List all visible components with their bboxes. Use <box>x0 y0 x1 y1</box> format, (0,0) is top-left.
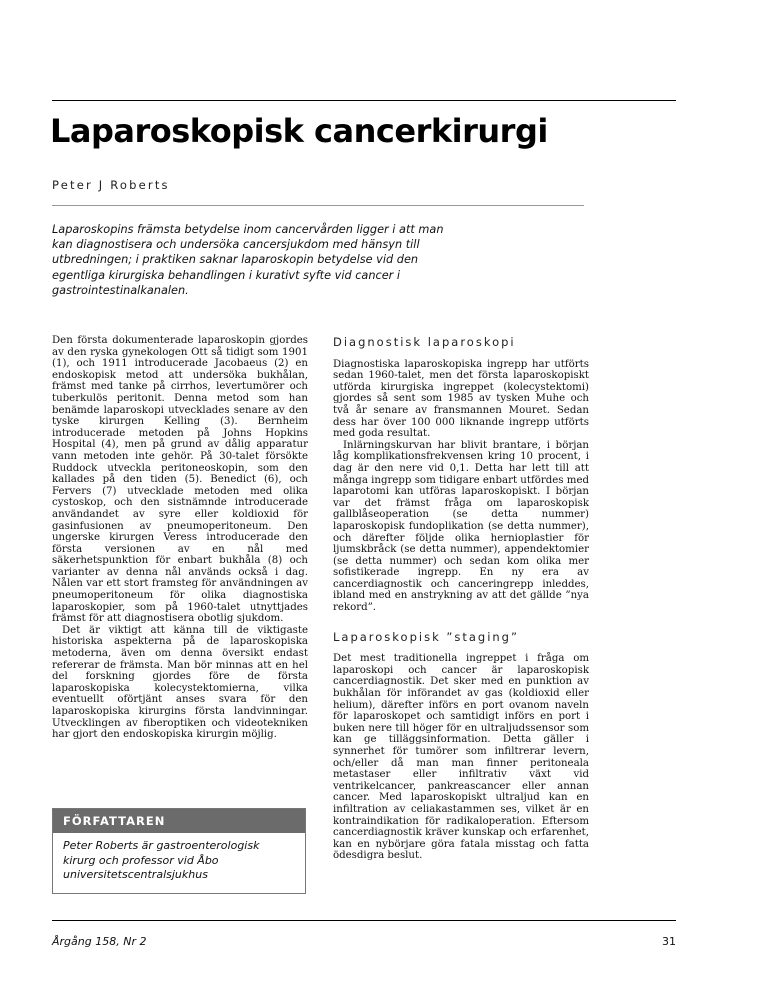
top-rule <box>52 100 676 101</box>
right-s1-paragraph-1: Diagnostiska laparoskopiska ingrepp har utförts sedan 1960-talet, men det första laparoskopiskt utförda kirurgiska ingreppet (kolecystektomi) gjordes så sent som 1985 av tysken Muhe och två år senare av fransmannen Mouret. Sedan dess har över 100 000 liknande ingrepp utförts med goda resultat. <box>333 358 589 440</box>
article-author: Peter J Roberts <box>52 178 170 192</box>
article-lead: Laparoskopins främsta betydelse inom cancervården ligger i att man kan diagnostisera och undersöka cancersjukdom med hänsyn till utbredningen; i praktiken saknar laparoskopin betydelse vid den egentliga kirurgiska behandlingen i kurativt syfte vid cancer i gastrointestinalkanalen. <box>52 223 444 297</box>
section-heading-staging: Laparoskopisk ”staging” <box>333 629 519 644</box>
left-column <box>52 335 308 741</box>
section-spacer <box>333 614 589 632</box>
right-s2-paragraph-1: Det mest traditionella ingreppet i fråga om laparoskopi och cancer är laparoskopisk cancerdiagnostik. Det sker med en punktion av bukhålan för införandet av gas (koldioxid eller helium), därefter införs en port ovanom naveln för laparoskopet och samtidigt införs en port i buken nere till höger för en ultraljudssensor som kan ge tilläggsinformation. Detta gäller i synnerhet för tumörer som infiltrerar levern, och/eller då man man finner peritoneala metastaser eller infiltrativ växt vid ventrikelcancer, pankreascancer eller annan cancer. Med laparoskopiskt ultraljud kan en infiltration av celiakastammen ses, vilket är en kontraindikation för radikaloperation. Eftersom cancerdiagnostik kräver kunskap och erfarenhet, kan en nybörjare göra fatala misstag och fatta ödesdigra beslut. <box>333 653 589 862</box>
left-paragraph-1: Den första dokumenterade laparoskopin gjordes av den ryska gynekologen Ott så tidigt som 1901 (1), och 1911 introducerade Jacobaeus (2) en endoskopisk metod att undersöka bukhålan, främst med tanke på cirrhos, levertumörer och tuberkulös peritonit. Denna metod som han benämde laparoskopi utvecklades senare av den tyske kirurgen Kelling (3). Bernheim introducerade metoden på Johns Hopkins Hospital (4), men på grund av dålig apparatur vann metoden inte gehör. På 30-talet försökte Ruddock utveckla peritoneoskopin, som den kallades på den tiden (5). Benedict (6), och Fervers (7) utvecklade metoden med olika cystoskop, och den sistnämnde introducerade användandet av syre eller koldioxid för gasinfusionen av pneumoperitoneum. Den ungerske kirurgen Veress introducerade den första versionen av en nål med säkerhetspunktion för enbart bukhåla (8) och varianter av denna nål används också i dag. Nålen var ett stort framsteg för användningen av pneumoperitoneum för olika diagnostiska laparoskopier, som på 1960-talet utnyttjades främst för att diagnostisera obotlig sjukdom. <box>52 335 308 625</box>
footer-page-number: 31 <box>662 935 676 948</box>
author-info-box <box>52 808 306 894</box>
author-box-text: Peter Roberts är gastroenterologisk kirurg och professor vid Åbo universitetscentralsjukhus <box>63 839 260 881</box>
section-heading-diagnostisk: Diagnostisk laparoskopi <box>333 335 516 349</box>
right-s1-paragraph-2: Inlärningskurvan har blivit brantare, i början låg komplikationsfrekvensen kring 10 procent, i dag är den nere vid 0,1. Detta har lett till att många ingrepp som tidigare enbart utfördes med laparotomi kan utföras laparoskopiskt. I början var det främst fråga om laparoskopisk gallblåseoperation (se detta nummer) laparoskopisk fundoplikation (se detta nummer), och därefter följde olika hernioplastier för ljumskbråck (se detta nummer), appendektomier (se detta nummer) och sedan kom olika mer sofistikerade ingrepp. En ny era av cancerdiagnostik och canceringrepp inleddes, ibland med en anstrykning av att det gällde ”nya rekord”. <box>333 439 589 614</box>
bottom-rule <box>52 920 676 921</box>
right-column <box>333 337 589 862</box>
article-title: Laparoskopisk cancerkirurgi <box>50 112 548 150</box>
author-rule <box>52 205 584 206</box>
author-box-heading: FÖRFATTAREN <box>53 809 305 833</box>
left-paragraph-2: Det är viktigt att känna till de viktigaste historiska aspekterna på de laparoskopiska metoderna, även om denna översikt endast refererar de främsta. Man bör minnas att en hel del forskning gjordes före de första laparoskopiska kolecystektomierna, vilka eventuellt oförtjänt anses svara för den laparoskopiska kirurgins första landvinningar. Utvecklingen av fiberoptiken och videotekniken har gjort den endoskopiska kirurgin möjlig. <box>52 624 308 741</box>
footer-journal-issue: Årgång 158, Nr 2 <box>52 935 147 948</box>
